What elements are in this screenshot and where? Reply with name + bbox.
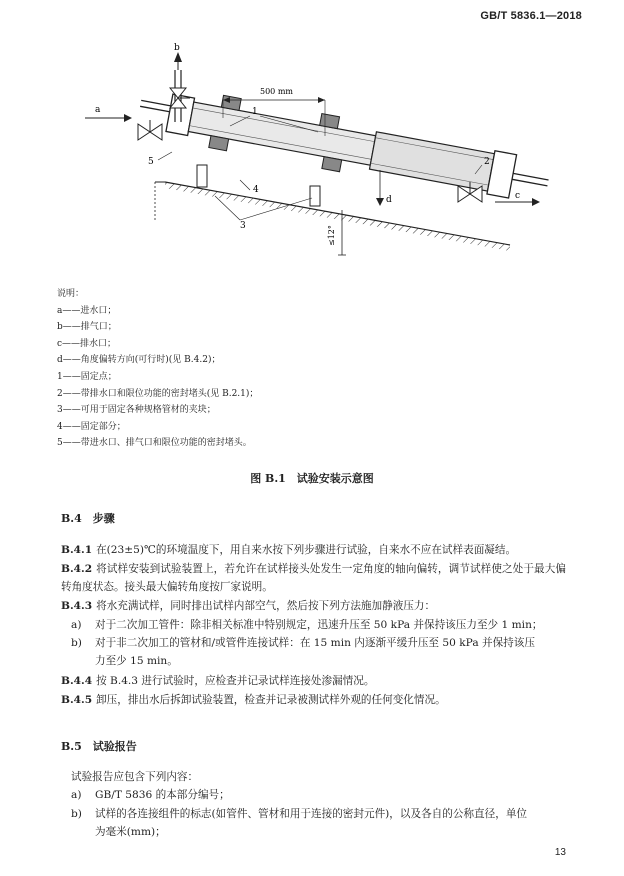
list-label: b) [71, 808, 82, 820]
clause-number: B.4.3 [61, 600, 93, 612]
inlet-valve [138, 120, 162, 140]
label-2: 2 [484, 157, 490, 167]
clause-text: 将水充满试样，同时排出试样内部空气，然后按下列方法施加静液压力： [96, 600, 436, 612]
list-text: GB/T 5836 的本部分编号； [95, 789, 230, 801]
standard-number: GB/T 5836.1—2018 [480, 10, 582, 22]
list-item-b43a [61, 616, 566, 634]
section-b4-title: B.4 步骤 [61, 512, 115, 525]
test-setup-diagram [80, 40, 550, 305]
figure-caption: 图 B.1 试验安装示意图 [250, 472, 374, 485]
list-item-b5b [61, 805, 566, 842]
label-5: 5 [148, 157, 154, 167]
label-3: 3 [240, 221, 246, 231]
clause-b42 [61, 560, 566, 597]
clause-number: B.4.1 [61, 544, 93, 556]
legend-title: 说明： [57, 289, 85, 299]
legend-item: 2——带排水口和限位功能的密封堵头(见 B.2.1)； [57, 388, 259, 399]
label-b: b [174, 43, 180, 53]
legend-item: a——进水口； [57, 305, 117, 316]
clause-text: 在(23±5)℃的环境温度下，用自来水按下列步骤进行试验，自来水不应在试样表面凝结。 [96, 544, 517, 556]
label-4: 4 [253, 185, 259, 195]
legend-item: c——排水口； [57, 338, 117, 349]
label-c: c [515, 191, 521, 201]
label-1: 1 [252, 107, 258, 117]
legend-item: 4——固定部分； [57, 421, 126, 432]
legend-item: d——角度偏转方向(可行时)(见 B.4.2)； [57, 355, 221, 366]
dimension-label: 500 mm [260, 87, 293, 96]
list-text-cont: 为毫米(mm)； [95, 826, 166, 839]
list-label: b) [71, 637, 82, 649]
clause-text: 卸压，排出水后拆卸试验装置，检查并记录被测试样外观的任何变化情况。 [96, 694, 446, 706]
section-b5-title: B.5 试验报告 [61, 740, 137, 753]
legend-item: 5——带进水口、排气口和限位功能的密封堵头。 [57, 438, 252, 449]
label-a: a [95, 105, 101, 115]
clause-number: B.4.2 [61, 563, 93, 575]
report-intro: 试验报告应包含下列内容： [71, 771, 199, 783]
figure-legend [57, 286, 258, 452]
page-number: 13 [554, 847, 566, 858]
clause-text: 按 B.4.3 进行试验时，应检查并记录试样连接处渗漏情况。 [96, 675, 375, 687]
list-label: a) [71, 619, 82, 631]
clause-number: B.4.5 [61, 694, 93, 706]
list-text: 对于非二次加工的管材和/或管件连接试样：在 15 min 内逐渐平缓升压至 50 kPa 并保持该压 [95, 637, 535, 649]
clause-number: B.4.4 [61, 675, 93, 687]
list-text: 对于二次加工管件：除非相关标准中特别规定，迅速升压至 50 kPa 并保持该压力至少 1 min； [95, 619, 543, 631]
clause-b44 [61, 672, 566, 690]
legend-item: b——排气口； [57, 322, 117, 333]
angle-label: ≤12° [327, 225, 336, 246]
deflection-arrow [376, 170, 384, 206]
legend-item: 1——固定点； [57, 371, 117, 382]
clause-b43 [61, 597, 566, 615]
list-text-cont: 力至少 15 min。 [95, 655, 178, 668]
list-item-b43b [61, 634, 566, 671]
clause-b45 [61, 691, 566, 709]
list-label: a) [71, 789, 82, 801]
list-text: 试样的各连接组件的标志(如管件、管材和用于连接的密封元件)，以及各自的公称直径，单位 [95, 808, 528, 820]
list-item-b5a [61, 786, 566, 804]
label-d: d [386, 195, 392, 205]
clause-text: 将试样安装到试验装置上，若允许在试样接头处发生一定角度的轴向偏转，调节试样使之处于最大偏转角度状态。接头最大偏转角度按厂家说明。 [61, 563, 566, 594]
clause-b41 [61, 541, 566, 559]
legend-item: 3——可用于固定各种规格管材的夹块； [57, 405, 216, 416]
